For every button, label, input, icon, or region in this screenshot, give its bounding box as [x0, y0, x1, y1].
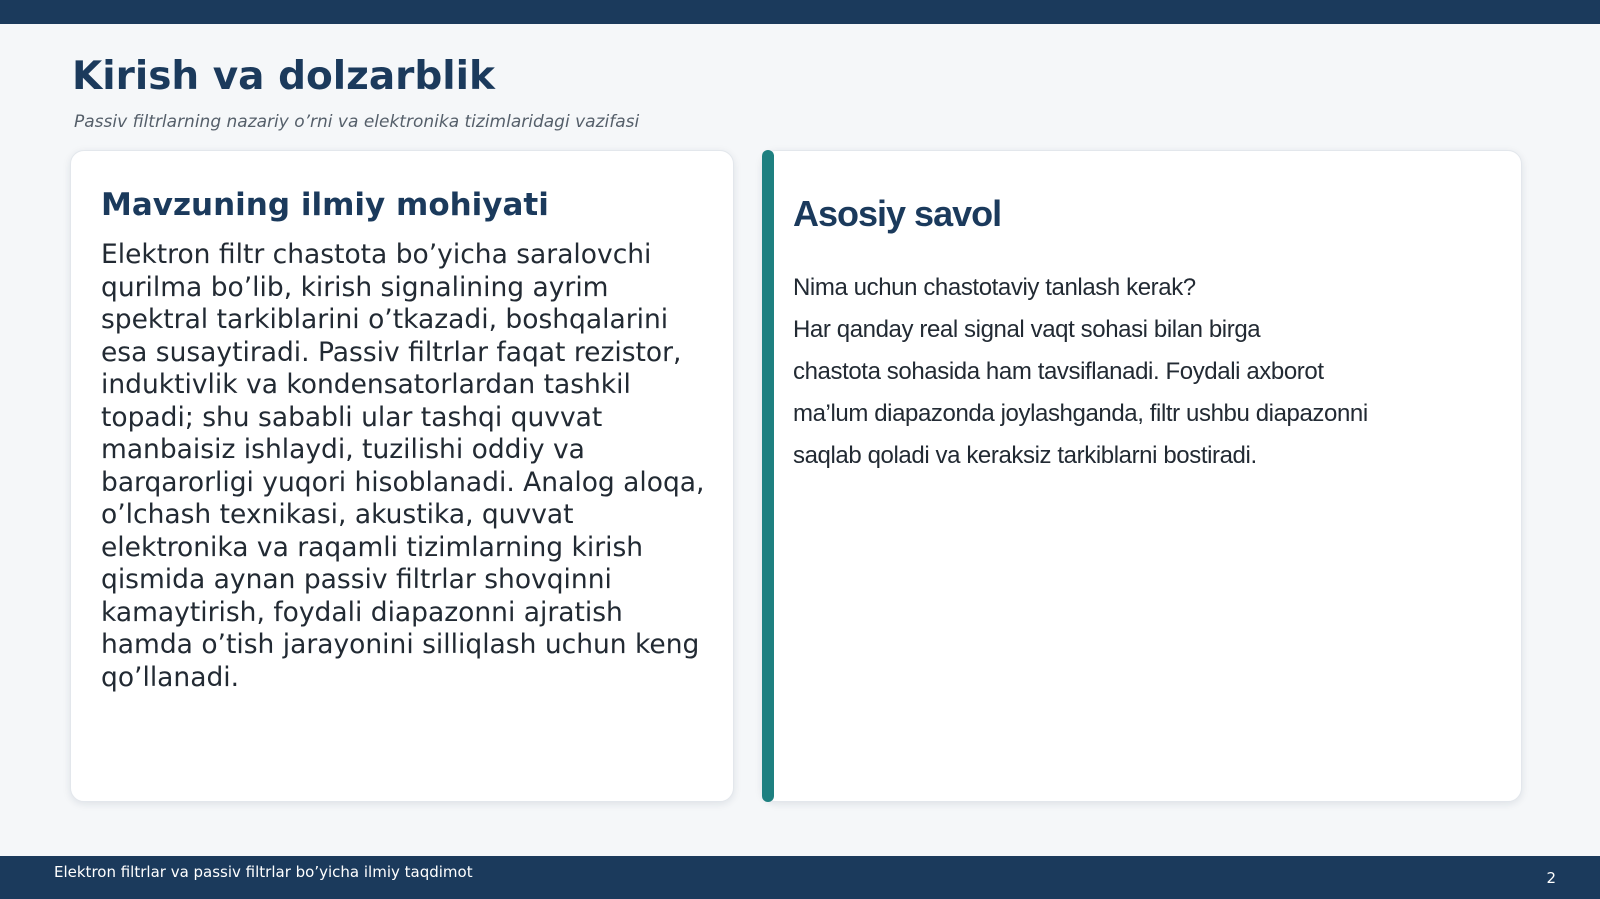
slide-title: Kirish va dolzarblik — [72, 54, 495, 99]
scientific-essence-heading: Mavzuning ilmiy mohiyati — [101, 187, 549, 223]
main-question-card — [762, 150, 1522, 802]
accent-bar — [762, 150, 774, 802]
footer-caption: Elektron filtrlar va passiv filtrlar bo’yicha ilmiy taqdimot — [54, 863, 473, 881]
main-question-line: ma’lum diapazonda joylashganda, filtr ushbu diapazonni — [793, 400, 1368, 427]
main-question-text — [793, 267, 1368, 477]
main-question-line: chastota sohasida ham tavsiflanadi. Foydali axborot — [793, 358, 1324, 385]
footer-bar — [0, 856, 1600, 899]
main-question-heading: Asosiy savol — [793, 193, 1002, 234]
main-question-line: saqlab qoladi va keraksiz tarkiblarni bostiradi. — [793, 442, 1257, 469]
main-question-line: Nima uchun chastotaviy tanlash kerak? — [793, 274, 1196, 301]
page-number: 2 — [1546, 869, 1556, 887]
scientific-essence-card — [70, 150, 734, 802]
scientific-essence-body: Elektron filtr chastota bo’yicha saralovchi qurilma bo’lib, kirish signalining ayrim spektral tarkiblarini o’tkazadi, boshqalarini esa susaytiradi. Passiv filtrlar faqat rezistor, induktivlik va kondensatorlardan tashkil topadi; shu sababli ular tashqi quvvat manbaisiz ishlaydi, tuzilishi oddiy va barqarorligi yuqori hisoblanadi. Analog aloqa, o’lchash texnikasi, akustika, quvvat elektronika va raqamli tizimlarning kirish qismida aynan passiv filtrlar shovqinni kamaytirish, foydali diapazonni ajratish hamda o’tish jarayonini silliqlash uchun keng qo’llanadi. — [101, 239, 705, 693]
top-header-bar — [0, 0, 1600, 24]
main-question-line: Har qanday real signal vaqt sohasi bilan birga — [793, 316, 1261, 343]
slide-subtitle: Passiv filtrlarning nazariy o’rni va elektronika tizimlaridagi vazifasi — [74, 112, 640, 132]
